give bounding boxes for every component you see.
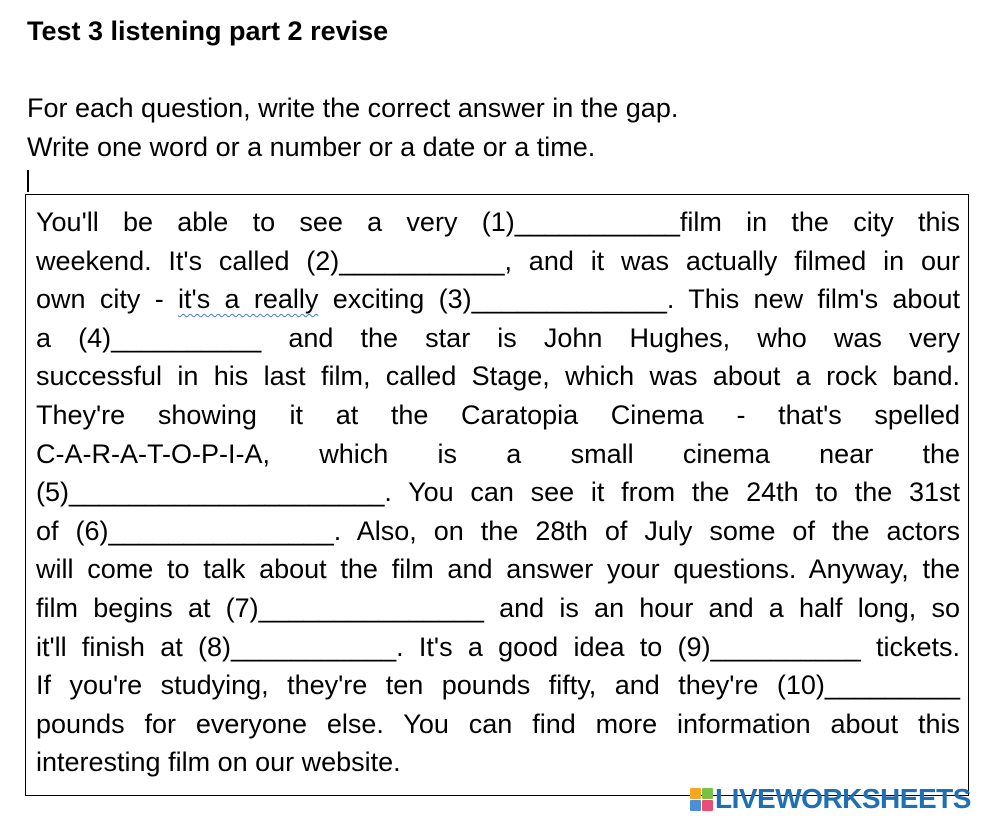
spellcheck-squiggle-text: it's a really xyxy=(178,284,319,315)
passage-line: successful in his last film, called Stage, which was about a rock band. xyxy=(36,361,960,392)
passage-line: C-A-R-A-T-O-P-I-A, which is a small cinema near the xyxy=(36,438,960,469)
instruction-line-2: Write one word or a number or a date or a time. xyxy=(27,132,596,162)
passage-line: of (6)_______________. Also, on the 28th of July some of the actors xyxy=(36,515,960,546)
passage-line: You'll be able to see a very (1)___________film in the city this xyxy=(36,207,960,237)
passage-line: a (4)__________ and the star is John Hughes, who was very xyxy=(36,322,960,353)
instruction-line-1: For each question, write the correct answer in the gap. xyxy=(27,93,679,123)
passage-line: interesting film on our website. xyxy=(36,747,401,778)
passage-line xyxy=(36,280,960,319)
liveworksheets-logo[interactable] xyxy=(690,782,971,816)
passage-text xyxy=(36,203,960,782)
logo-text: LIVEWORKSHEETS xyxy=(715,783,971,814)
passage-line: (5)_____________________. You can see it from the 24th to the 31st xyxy=(36,477,960,508)
logo-square-icon xyxy=(690,800,701,811)
passage-line: They're showing it at the Caratopia Cinema - that's spelled xyxy=(36,399,960,430)
logo-square-icon xyxy=(702,788,713,799)
logo-square-icon xyxy=(690,788,701,799)
passage-line: pounds for everyone else. You can find more information about this xyxy=(36,708,960,739)
passage-line-segment: exciting (3)_____________. This new film's about xyxy=(318,284,960,315)
text-cursor xyxy=(27,170,29,192)
passage-line: weekend. It's called (2)___________, and it was actually filmed in our xyxy=(36,245,960,276)
passage-line: will come to talk about the film and answer your questions. Anyway, the xyxy=(36,554,960,585)
passage-line: it'll finish at (8)___________. It's a good idea to (9)__________ tickets. xyxy=(36,631,960,662)
logo-square-icon xyxy=(702,800,713,811)
passage-line: film begins at (7)_______________ and is an hour and a half long, so xyxy=(36,592,960,623)
page-title: Test 3 listening part 2 revise xyxy=(27,16,389,46)
liveworksheets-logo-icon xyxy=(690,788,713,811)
passage-line-segment: own city - xyxy=(36,284,179,315)
passage-line: If you're studying, they're ten pounds fifty, and they're (10)_________ xyxy=(36,670,960,701)
